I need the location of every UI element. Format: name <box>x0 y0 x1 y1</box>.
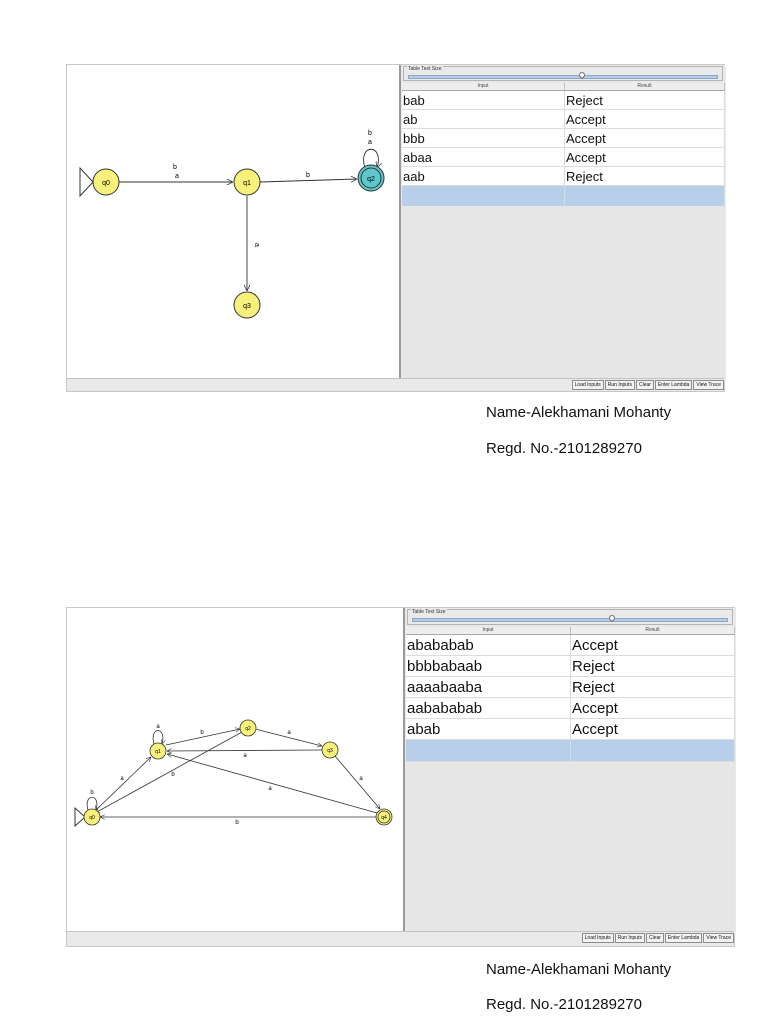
state-q0[interactable] <box>84 809 100 825</box>
load-inputs-button[interactable]: Load Inputs <box>582 933 614 943</box>
state-label: q3 <box>243 303 251 310</box>
table-row[interactable] <box>402 167 725 186</box>
state-q3[interactable] <box>234 292 260 318</box>
input-cell[interactable]: bbb <box>402 129 565 147</box>
column-header-result[interactable]: Result <box>565 83 725 90</box>
transition-q3-q1 <box>167 750 322 751</box>
table-row[interactable] <box>406 635 735 656</box>
result-cell: Reject <box>565 91 725 109</box>
input-cell[interactable]: aabababab <box>406 698 571 718</box>
result-cell <box>571 740 735 761</box>
button-row <box>581 933 734 943</box>
table-row[interactable] <box>406 698 735 719</box>
result-cell: Reject <box>565 167 725 185</box>
input-cell[interactable]: abababab <box>406 635 571 655</box>
input-cell[interactable] <box>402 186 565 206</box>
state-q1[interactable] <box>234 169 260 195</box>
transition-label: a <box>268 786 272 792</box>
student-name: Name-Alekhamani Mohanty <box>486 961 672 978</box>
input-cell[interactable]: aaaabaaba <box>406 677 571 697</box>
table-row[interactable] <box>402 129 725 148</box>
table-row[interactable] <box>402 148 725 167</box>
state-label: q1 <box>243 180 251 187</box>
column-header-input[interactable]: Input <box>406 627 571 634</box>
input-cell[interactable]: aab <box>402 167 565 185</box>
jflap-screenshot-2 <box>66 607 735 947</box>
transition-label: a <box>368 139 372 146</box>
automaton-canvas[interactable] <box>67 608 404 934</box>
table-empty-area <box>406 763 735 933</box>
table-row[interactable] <box>402 110 725 129</box>
input-cell[interactable]: bab <box>402 91 565 109</box>
input-cell[interactable]: ab <box>402 110 565 128</box>
transition-q3-q4 <box>335 756 380 809</box>
jflap-screenshot-1 <box>66 64 725 392</box>
result-cell: Accept <box>571 698 735 718</box>
run-inputs-button[interactable]: Run Inputs <box>605 380 635 390</box>
result-cell: Reject <box>571 656 735 676</box>
table-header <box>402 83 725 91</box>
state-label: q0 <box>89 815 95 821</box>
automaton-canvas[interactable] <box>67 65 400 381</box>
load-inputs-button[interactable]: Load Inputs <box>572 380 604 390</box>
automaton-diagram <box>67 65 400 381</box>
run-inputs-button[interactable]: Run Inputs <box>615 933 645 943</box>
registration-number: Regd. No.-2101289270 <box>486 996 642 1013</box>
input-cell[interactable] <box>406 740 571 761</box>
automaton-diagram <box>67 608 404 934</box>
table-row[interactable] <box>406 719 735 740</box>
result-cell: Accept <box>565 148 725 166</box>
selected-empty-row[interactable] <box>402 186 725 207</box>
transition-label: b <box>171 772 175 778</box>
state-q2[interactable] <box>358 165 384 191</box>
view-trace-button[interactable]: View Trace <box>693 380 724 390</box>
state-label: q3 <box>327 748 333 754</box>
state-label: q2 <box>245 726 251 732</box>
initial-state-arrow <box>80 168 93 196</box>
input-cell[interactable]: abab <box>406 719 571 739</box>
transition-label: b <box>368 130 372 137</box>
registration-number: Regd. No.-2101289270 <box>486 440 642 457</box>
transition-q0-loop <box>87 797 97 810</box>
result-cell: Accept <box>571 635 735 655</box>
text-size-slider-track[interactable] <box>408 75 718 79</box>
transition-label: b <box>90 790 94 796</box>
result-cell <box>565 186 725 206</box>
state-label: q0 <box>102 180 110 187</box>
state-q3[interactable] <box>322 742 338 758</box>
input-table-panel <box>400 65 726 381</box>
table-header <box>406 627 735 635</box>
view-trace-button[interactable]: View Trace <box>703 933 734 943</box>
clear-button[interactable]: Clear <box>636 380 654 390</box>
transition-label: a <box>253 243 260 247</box>
transition-q0-q1 <box>96 757 151 810</box>
enter-lambda-button[interactable]: Enter Lambda <box>665 933 702 943</box>
transition-label: b <box>200 730 204 736</box>
initial-state-arrow <box>75 808 85 826</box>
state-label: q4 <box>381 815 387 821</box>
input-table-panel <box>404 608 736 934</box>
input-cell[interactable]: bbbbabaab <box>406 656 571 676</box>
result-cell: Accept <box>565 110 725 128</box>
student-name: Name-Alekhamani Mohanty <box>486 404 672 421</box>
input-cell[interactable]: abaa <box>402 148 565 166</box>
table-row[interactable] <box>402 91 725 110</box>
button-row <box>571 380 724 390</box>
transition-q4-q1 <box>167 754 377 813</box>
selected-empty-row[interactable] <box>406 740 735 762</box>
transition-label: a <box>287 730 291 736</box>
table-text-size-group <box>407 609 733 625</box>
result-cell: Reject <box>571 677 735 697</box>
state-q1[interactable] <box>150 743 166 759</box>
state-label: q2 <box>367 176 375 183</box>
text-size-slider-track[interactable] <box>412 618 728 622</box>
table-empty-area <box>402 206 725 380</box>
result-cell: Accept <box>565 129 725 147</box>
transition-label: a <box>120 776 124 782</box>
transition-q1-loop <box>153 731 163 745</box>
input-result-table <box>402 83 725 207</box>
transition-label: a <box>243 753 247 759</box>
state-label: q1 <box>155 749 161 755</box>
slider-title: Table Text Size <box>412 609 446 615</box>
column-header-input[interactable]: Input <box>402 83 565 90</box>
transition-q1-q2 <box>260 179 357 182</box>
enter-lambda-button[interactable]: Enter Lambda <box>655 380 692 390</box>
state-q0[interactable] <box>93 169 119 195</box>
transition-label: a <box>156 724 160 730</box>
table-row[interactable] <box>406 677 735 698</box>
state-q4[interactable] <box>376 809 392 825</box>
slider-title: Table Text Size <box>408 66 442 72</box>
table-text-size-group <box>403 66 723 81</box>
state-q2[interactable] <box>240 720 256 736</box>
transition-label: b <box>306 172 310 179</box>
transition-label: b <box>173 164 177 171</box>
clear-button[interactable]: Clear <box>646 933 664 943</box>
column-header-result[interactable]: Result <box>571 627 735 634</box>
transition-label: a <box>175 173 179 180</box>
transition-label: b <box>235 820 239 826</box>
bottom-toolbar <box>67 931 734 946</box>
table-row[interactable] <box>406 656 735 677</box>
result-cell: Accept <box>571 719 735 739</box>
bottom-toolbar <box>67 378 724 391</box>
input-result-table <box>406 627 735 762</box>
transition-label: a <box>359 776 363 782</box>
